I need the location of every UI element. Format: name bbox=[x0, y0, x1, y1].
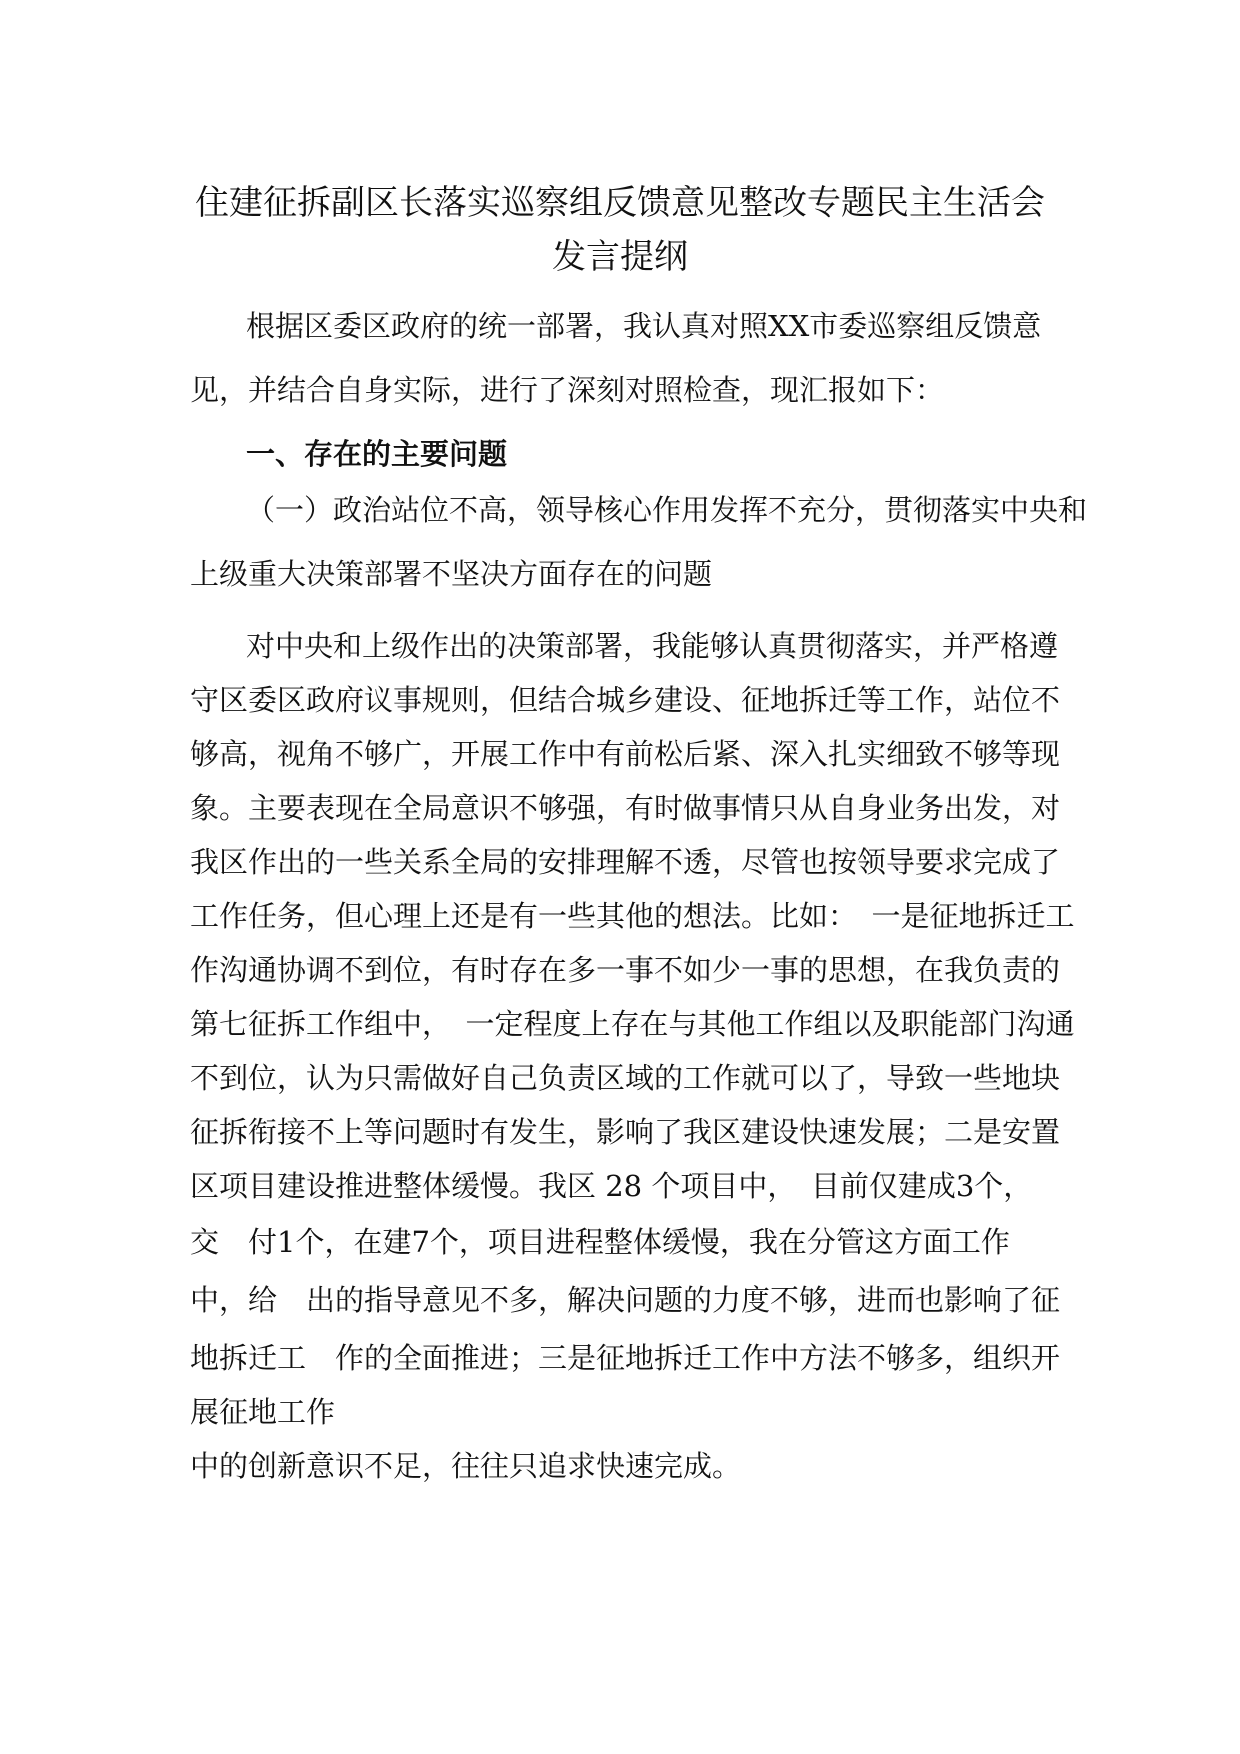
body-line: 中的创新意识不足，往往只追求快速完成。 bbox=[190, 1449, 742, 1483]
body-line: 第七征拆工作组中， 一定程度上存在与其他工作组以及职能部门沟通 bbox=[190, 1007, 1075, 1041]
subsection-heading-line-1: （一）政治站位不高，领导核心作用发挥不充分，贯彻落实中央和 bbox=[246, 493, 1088, 527]
document-title-line-1: 住建征拆副区长落实巡察组反馈意见整改专题民主生活会 bbox=[195, 183, 1045, 223]
body-line: 象。主要表现在全局意识不够强，有时做事情只从自身业务出发，对 bbox=[190, 791, 1061, 825]
subsection-heading-line-2: 上级重大决策部署不坚决方面存在的问题 bbox=[190, 557, 713, 591]
section-heading: 一、存在的主要问题 bbox=[246, 437, 508, 471]
body-line: 工作任务，但心理上还是有一些其他的想法。比如： 一是征地拆迁工 bbox=[190, 899, 1075, 933]
document-title-line-2: 发言提纲 bbox=[552, 237, 688, 277]
body-line: 展征地工作 bbox=[190, 1395, 336, 1429]
body-line: 作沟通协调不到位，有时存在多一事不如少一事的思想，在我负责的 bbox=[190, 953, 1061, 987]
body-line: 地拆迁工 作的全面推进；三是征地拆迁工作中方法不够多，组织开 bbox=[190, 1341, 1061, 1375]
body-line: 区项目建设推进整体缓慢。我区 28 个项目中， 目前仅建成3个， bbox=[190, 1169, 1033, 1203]
body-line: 征拆衔接不上等问题时有发生，影响了我区建设快速发展；二是安置 bbox=[190, 1115, 1061, 1149]
body-line: 守区委区政府议事规则，但结合城乡建设、征地拆迁等工作，站位不 bbox=[190, 683, 1061, 717]
body-line: 不到位，认为只需做好自己负责区域的工作就可以了，导致一些地块 bbox=[190, 1061, 1061, 1095]
body-line: 够高，视角不够广，开展工作中有前松后紧、深入扎实细致不够等现 bbox=[190, 737, 1061, 771]
intro-line-1: 根据区委区政府的统一部署，我认真对照XX市委巡察组反馈意 bbox=[246, 309, 1042, 343]
body-line: 我区作出的一些关系全局的安排理解不透，尽管也按领导要求完成了 bbox=[190, 845, 1061, 879]
body-line: 中，给 出的指导意见不多，解决问题的力度不够，进而也影响了征 bbox=[190, 1283, 1061, 1317]
intro-line-2: 见，并结合自身实际，进行了深刻对照检查，现汇报如下： bbox=[190, 373, 945, 407]
body-line: 交 付1个，在建7个，项目进程整体缓慢，我在分管这方面工作 bbox=[190, 1225, 1010, 1259]
body-line: 对中央和上级作出的决策部署，我能够认真贯彻落实，并严格遵 bbox=[246, 629, 1059, 663]
